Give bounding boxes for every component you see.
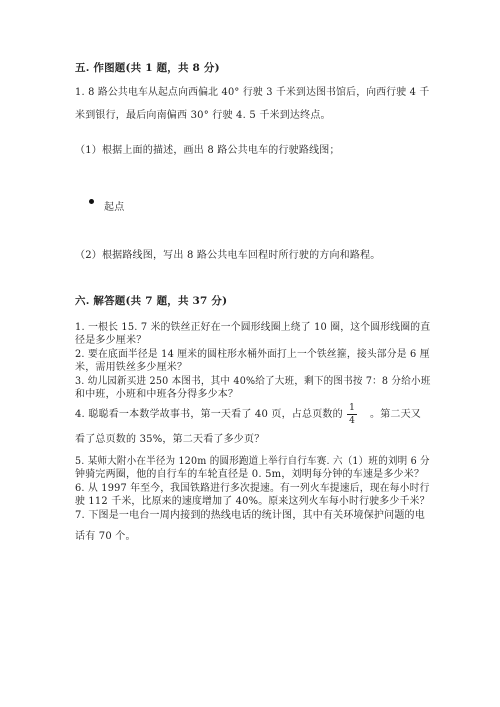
question-text: 3. 幼儿园新买进 250 本图书，其中 40%给了大班，剩下的图书按 7：8 分给小班: [75, 376, 431, 387]
question-text: 驶 112 千米，比原来的速度增加了 40%。原来这列火车每小时行驶多少千米？: [75, 496, 430, 507]
section-heading-solve: 六. 解答题(共 7 题，共 37 分): [75, 295, 228, 307]
question-text: 钟骑完两圈，他的自行车的车轮直径是 0. 5m，刘明每分钟的车速是多少米？: [75, 469, 425, 480]
question-text: 米，需用铁丝多少厘米？: [75, 362, 188, 373]
question-text: 5. 某师大附小在半径为 120m 的圆形跑道上举行自行车赛. 六（1）班的刘明 6 分: [75, 456, 430, 467]
start-point-marker: [89, 199, 94, 204]
question-text: 和中班，小班和中班各分得多少本？: [75, 389, 239, 400]
question-text: 7. 下图是一电台一周内接到的热线电话的统计图，其中有关环境保护问题的电: [75, 510, 425, 521]
question-subpart: （1）根据上面的描述，画出 8 路公共电车的行驶路线图；: [75, 145, 340, 156]
fraction-numerator: 1: [349, 403, 355, 413]
question-text: 话有 70 个。: [75, 531, 136, 542]
section-heading-drawing: 五. 作图题(共 1 题，共 8 分): [75, 62, 220, 74]
question-text: 。第二天又: [370, 409, 421, 420]
question-text: 1. 一根长 15. 7 米的铁丝正好在一个圆形线圈上绕了 10 圈，这个圆形线圈的直: [75, 322, 431, 333]
question-text: 1. 8 路公共电车从起点向西偏北 40° 行驶 3 千米到达图书馆后，向西行驶 4 千: [75, 87, 430, 98]
question-text: 米到银行，最后向南偏西 30° 行驶 4. 5 千米到达终点。: [75, 110, 331, 121]
fraction-bar: [347, 414, 357, 415]
fraction: [346, 403, 358, 426]
question-text: 径是多少厘米？: [75, 335, 147, 346]
question-text: 看了总页数的 35%，第二天看了多少页？: [75, 434, 265, 445]
question-subpart: （2）根据路线图，写出 8 路公共电车回程时所行驶的方向和路程。: [75, 250, 381, 261]
start-point-label: 起点: [104, 202, 125, 213]
question-text: 2. 要在底面半径是 14 厘米的圆柱形水桶外面打上一个铁丝箍，接头部分是 6 厘: [75, 349, 430, 360]
question-text: 6. 从 1997 年至今，我国铁路进行多次提速。有一列火车提速后，现在每小时行: [75, 483, 430, 494]
question-text: 4. 聪聪看一本数学故事书，第一天看了 40 页，占总页数的: [75, 409, 343, 420]
fraction-denominator: 4: [349, 416, 355, 426]
